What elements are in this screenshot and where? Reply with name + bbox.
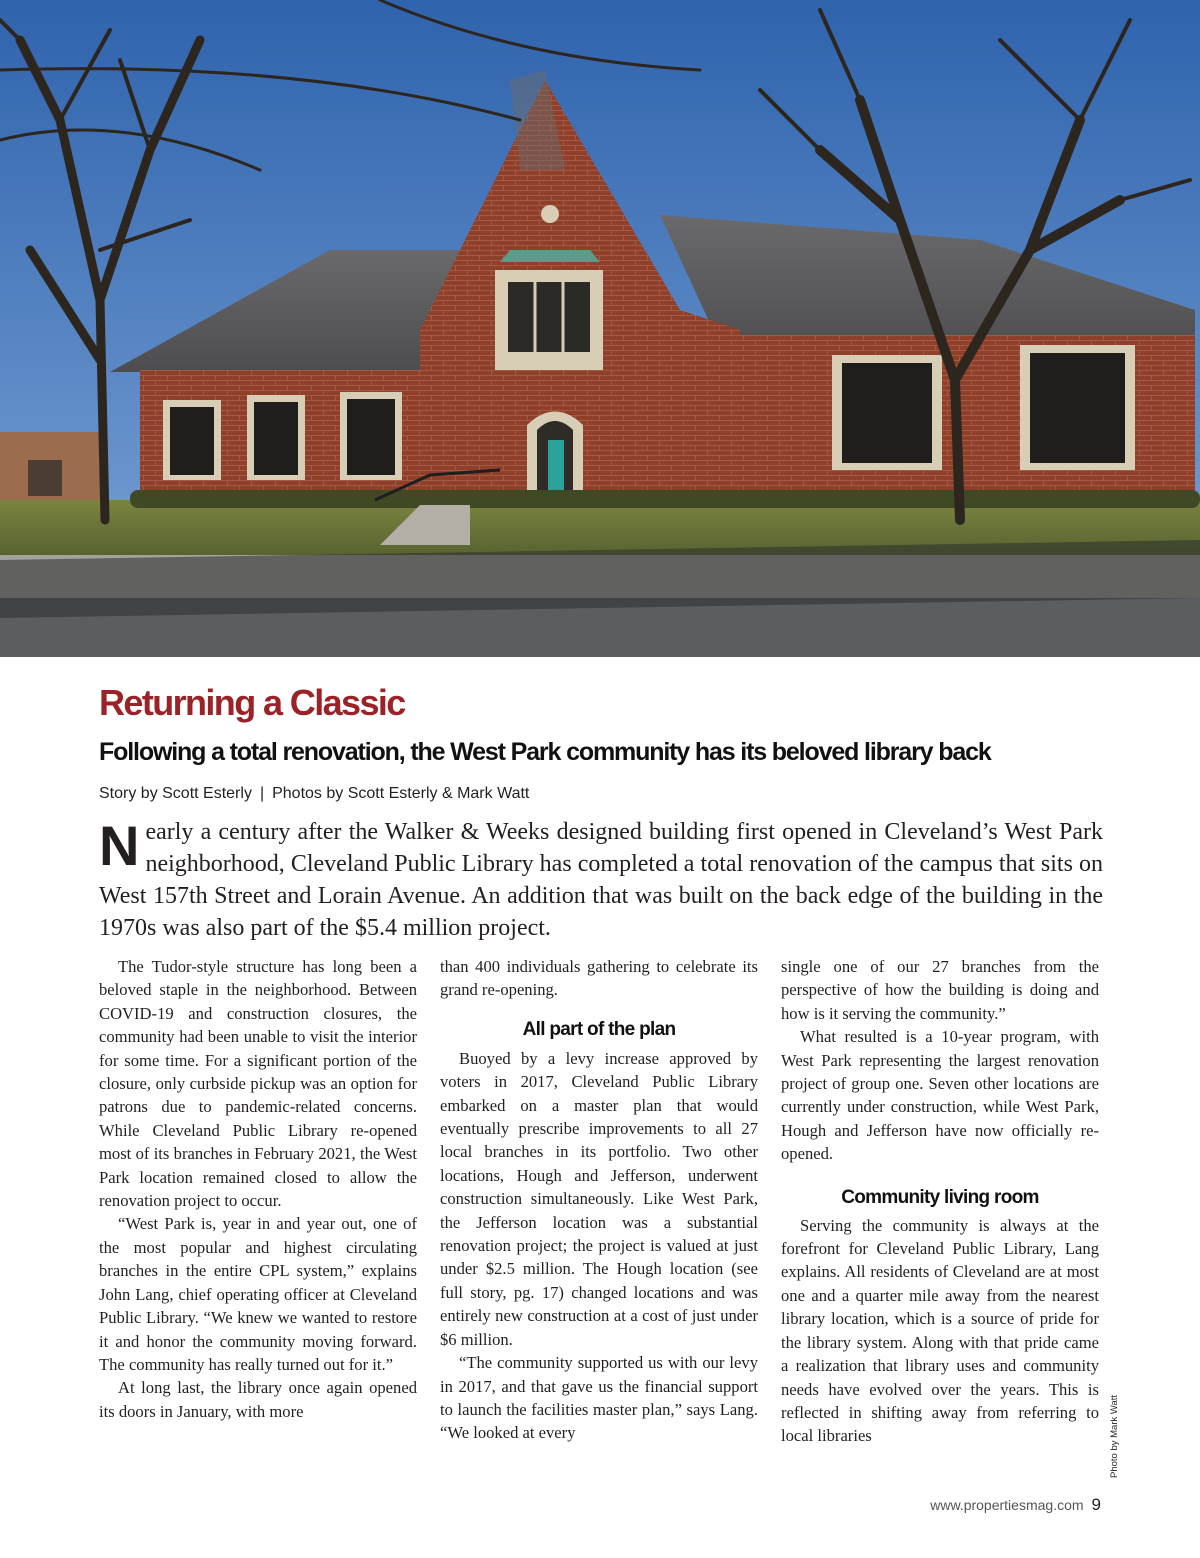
drop-cap: N	[99, 814, 140, 877]
body-column-2	[440, 955, 758, 1445]
body-paragraph: single one of our 27 branches from the perspective of how the building is doing and how is it serving the community.”	[781, 957, 1099, 1023]
byline-story: Story by Scott Esterly	[99, 785, 252, 802]
body-paragraph: Buoyed by a levy increase approved by voters in 2017, Cleveland Public Library embarked on a master plan that would eventually prescribe improvements to all 27 local branches in its portfolio. Two other locations, Hough and Jefferson, underwent construction simultaneously. Like West Park, the Jefferson location was a substantial renovation project; the project is valued at just under $2.5 million. The Hough location (see full story, pg. 17) changed locations and was entirely new construction at a cost of just under $6 million.	[440, 1048, 758, 1349]
hero-photo	[0, 0, 1200, 657]
body-paragraph: than 400 individuals gathering to celebrate its grand re-opening.	[440, 957, 758, 1000]
lede-paragraph	[99, 816, 1103, 944]
body-paragraph: What resulted is a 10-year program, with West Park representing the largest renovation project of group one. Seven other locations are currently under construction, while West Park, Hough and Jefferson have now officially re-opened.	[781, 1027, 1099, 1164]
library-building-illustration	[0, 0, 1200, 657]
bay-window-roof	[500, 250, 600, 262]
footer-url: www.propertiesmag.com	[930, 1497, 1084, 1513]
body-column-3	[781, 955, 1099, 1448]
windows-left	[163, 392, 402, 480]
lede-text: early a century after the Walker & Weeks designed building first opened in Cleveland’s West Park neighborhood, Cleveland Public Library has completed a total renovation of the campus that sits on West 157th Street and Lorain Avenue. An addition that was built on the back edge of the building in the 1970s was also part of the $5.4 million project.	[99, 819, 1103, 941]
photo-credit: Photo by Mark Watt	[1109, 1394, 1120, 1478]
shrubs	[130, 490, 1200, 508]
bay-window	[508, 282, 590, 352]
section-heading: Community living room	[841, 1186, 1039, 1208]
byline-photos: Photos by Scott Esterly & Mark Watt	[272, 785, 530, 802]
gable-medallion	[541, 205, 559, 223]
body-paragraph: Serving the community is always at the forefront for Cleveland Public Library, Lang explains. All residents of Cleveland are at most one and a quarter mile away from the nearest library location, which is a source of pride for the library system. Along with that pride came a realization that library uses and community needs have evolved over the years. This is reflected in shifting away from referring to local libraries	[781, 1215, 1099, 1446]
body-paragraph: “West Park is, year in and year out, one of the most popular and highest circulating branches in the entire CPL system,” explains John Lang, chief operating officer at Cleveland Public Library. “We knew we wanted to restore it and honor the community moving forward. The community has really turned out for it.”	[99, 1214, 417, 1374]
body-paragraph: The Tudor-style structure has long been a beloved staple in the neighborhood. Between COVID-19 and construction closures, the community had been unable to visit the interior for some time. For a significant portion of the closure, only curbside pickup was an option for patrons due to pandemic-related concerns. While Cleveland Public Library re-opened most of its branches in February 2021, the West Park location remained closed to allow the renovation project to occur.	[99, 957, 417, 1211]
page-number: 9	[1091, 1495, 1101, 1514]
body-paragraph: At long last, the library once again opened its doors in January, with more	[99, 1378, 417, 1421]
byline	[99, 782, 529, 806]
byline-separator: |	[259, 785, 265, 802]
body-paragraph: “The community supported us with our levy in 2017, and that gave us the financial support to launch the facilities master plan,” says Lang. “We looked at every	[440, 1353, 758, 1443]
article-subtitle: Following a total renovation, the West Park community has its beloved library back	[99, 738, 991, 766]
article-title: Returning a Classic	[99, 682, 405, 723]
section-heading: All part of the plan	[522, 1018, 676, 1040]
body-column-1	[99, 955, 417, 1423]
page-footer	[930, 1494, 1101, 1516]
